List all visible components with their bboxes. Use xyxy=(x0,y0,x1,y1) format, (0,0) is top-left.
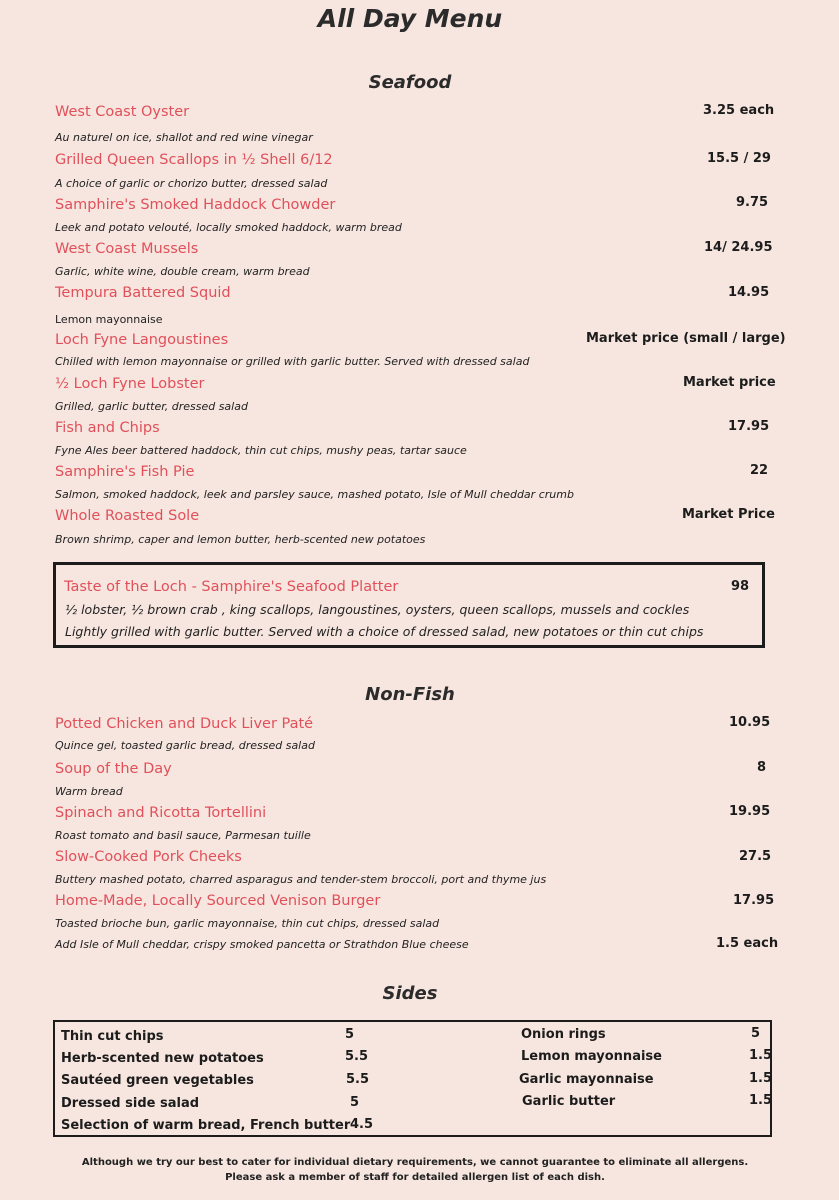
seafood-platter-box xyxy=(53,562,765,648)
dish-description: Leek and potato velouté, locally smoked haddock, warm bread xyxy=(55,221,402,234)
side-item-name: Herb-scented new potatoes xyxy=(61,1051,264,1066)
dish-name: Fish and Chips xyxy=(55,420,160,436)
dish-price: 22 xyxy=(750,463,769,478)
side-item-name: Garlic mayonnaise xyxy=(519,1072,654,1087)
platter-serving: Lightly grilled with garlic butter. Served with a choice of dressed salad, new potatoes or thin cut chips xyxy=(65,624,704,639)
side-item-name: Sautéed green vegetables xyxy=(61,1073,254,1088)
side-item-name: Onion rings xyxy=(521,1027,606,1042)
side-item-price: 1.5 xyxy=(749,1093,773,1108)
dish-name: Spinach and Ricotta Tortellini xyxy=(55,805,267,821)
dish-name: Samphire's Smoked Haddock Chowder xyxy=(55,197,336,213)
dish-name: Whole Roasted Sole xyxy=(55,508,200,524)
page-title: All Day Menu xyxy=(317,4,503,33)
burger-addon-price: 1.5 each xyxy=(716,936,779,951)
dish-description: Lemon mayonnaise xyxy=(55,313,163,326)
dish-name: Loch Fyne Langoustines xyxy=(55,332,229,348)
dish-name: West Coast Mussels xyxy=(55,241,199,257)
dish-description: A choice of garlic or chorizo butter, dressed salad xyxy=(55,177,328,190)
dish-name: Samphire's Fish Pie xyxy=(55,464,195,480)
dish-price: 19.95 xyxy=(729,804,771,819)
side-item-price: 5 xyxy=(751,1026,761,1041)
dish-price: 15.5 / 29 xyxy=(707,151,771,166)
dish-name: Tempura Battered Squid xyxy=(55,285,231,301)
side-item-price: 5 xyxy=(345,1027,355,1042)
dish-name: Potted Chicken and Duck Liver Paté xyxy=(55,716,314,732)
dish-description: Fyne Ales beer battered haddock, thin cut chips, mushy peas, tartar sauce xyxy=(55,444,467,457)
dish-description: Warm bread xyxy=(55,785,123,798)
side-item-name: Thin cut chips xyxy=(61,1029,164,1044)
side-item-price: 5 xyxy=(350,1095,360,1110)
dish-price: 9.75 xyxy=(736,195,769,210)
dish-description: Toasted brioche bun, garlic mayonnaise, thin cut chips, dressed salad xyxy=(55,917,440,930)
dish-name: ½ Loch Fyne Lobster xyxy=(55,376,205,392)
dish-price: Market price xyxy=(683,375,776,390)
dish-price: 17.95 xyxy=(728,419,770,434)
dish-price: 10.95 xyxy=(729,715,771,730)
dish-description: Chilled with lemon mayonnaise or grilled with garlic butter. Served with dressed salad xyxy=(55,355,530,368)
dish-price: Market Price xyxy=(682,507,775,522)
nonfish-heading: Non-Fish xyxy=(365,684,455,705)
side-item-price: 5.5 xyxy=(346,1072,370,1087)
platter-contents: ½ lobster, ½ brown crab , king scallops, langoustines, oysters, queen scallops, mussels and cockles xyxy=(65,602,690,617)
side-item-name: Garlic butter xyxy=(522,1094,616,1109)
dish-price: 14.95 xyxy=(728,285,770,300)
dish-name: Soup of the Day xyxy=(55,761,172,777)
burger-addon-description: Add Isle of Mull cheddar, crispy smoked pancetta or Strathdon Blue cheese xyxy=(55,938,469,951)
dish-description: Au naturel on ice, shallot and red wine vinegar xyxy=(55,131,313,144)
platter-name: Taste of the Loch - Samphire's Seafood Platter xyxy=(64,579,399,595)
allergen-notice: Although we try our best to cater for individual dietary requirements, we cannot guarantee to eliminate all allergens. xyxy=(81,1157,749,1168)
dish-price: 27.5 xyxy=(739,849,772,864)
side-item-name: Lemon mayonnaise xyxy=(521,1049,662,1064)
seafood-heading: Seafood xyxy=(368,72,452,93)
platter-price: 98 xyxy=(731,579,750,594)
dish-name: Home-Made, Locally Sourced Venison Burger xyxy=(55,893,381,909)
sides-heading: Sides xyxy=(382,983,438,1004)
dish-description: Garlic, white wine, double cream, warm bread xyxy=(55,265,310,278)
dish-price: Market price (small / large) xyxy=(586,331,786,346)
dish-description: Salmon, smoked haddock, leek and parsley sauce, mashed potato, Isle of Mull cheddar crumb xyxy=(55,488,574,501)
dish-description: Brown shrimp, caper and lemon butter, herb-scented new potatoes xyxy=(55,533,426,546)
dish-description: Buttery mashed potato, charred asparagus and tender-stem broccoli, port and thyme jus xyxy=(55,873,547,886)
side-item-price: 5.5 xyxy=(345,1049,369,1064)
sides-table xyxy=(53,1020,772,1137)
dish-price: 14/ 24.95 xyxy=(704,240,773,255)
allergen-request-note: Please ask a member of staff for detailed allergen list of each dish. xyxy=(225,1172,605,1183)
side-item-price: 1.5 xyxy=(749,1071,773,1086)
dish-name: West Coast Oyster xyxy=(55,104,190,120)
dish-description: Roast tomato and basil sauce, Parmesan tuille xyxy=(55,829,311,842)
side-item-name: Selection of warm bread, French butter xyxy=(61,1118,351,1133)
dish-description: Grilled, garlic butter, dressed salad xyxy=(55,400,248,413)
side-item-price: 1.5 xyxy=(749,1048,773,1063)
dish-price: 3.25 each xyxy=(703,103,775,118)
dish-price: 17.95 xyxy=(733,893,775,908)
dish-description: Quince gel, toasted garlic bread, dressed salad xyxy=(55,739,315,752)
side-item-price: 4.5 xyxy=(350,1117,374,1132)
dish-name: Grilled Queen Scallops in ½ Shell 6/12 xyxy=(55,152,333,168)
side-item-name: Dressed side salad xyxy=(61,1096,200,1111)
dish-name: Slow-Cooked Pork Cheeks xyxy=(55,849,242,865)
dish-price: 8 xyxy=(757,760,767,775)
